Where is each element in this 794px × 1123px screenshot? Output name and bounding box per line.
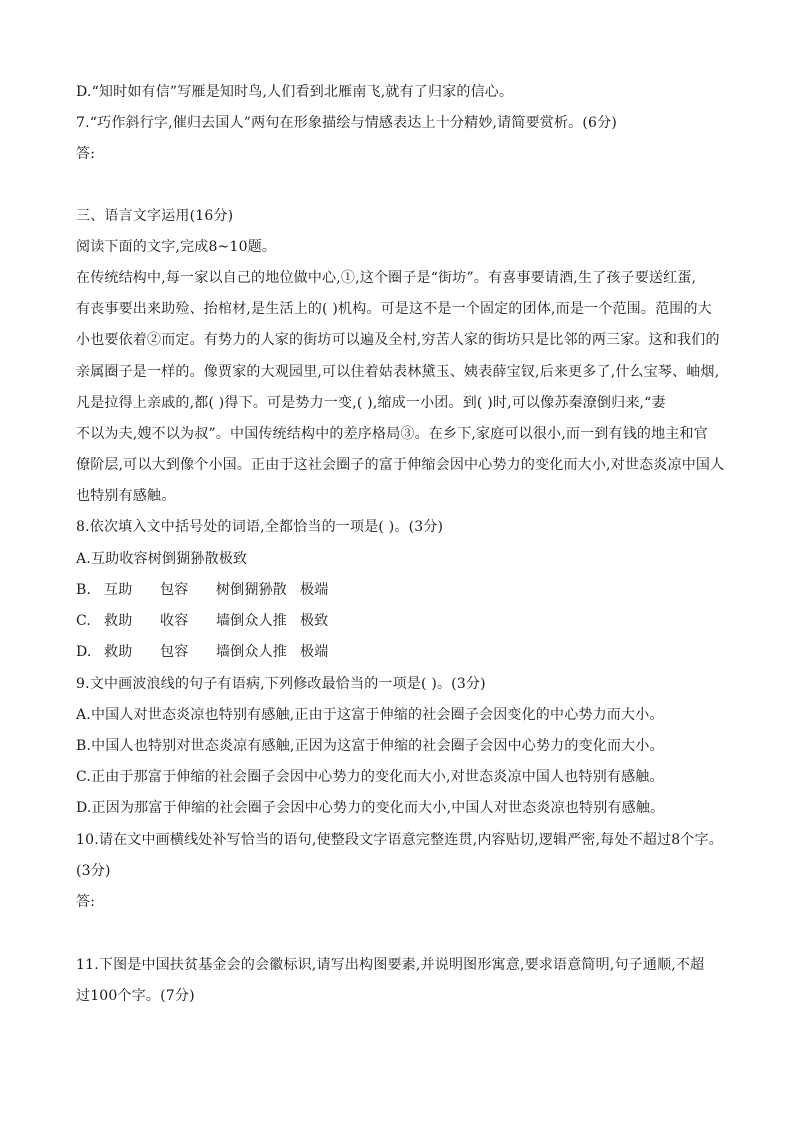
option-word: 救助 [104,644,133,660]
q10-question: 10.请在文中画横线处补写恰当的语句,使整段文字语意完整连贯,内容贴切,逻辑严密,每处不超过8个字。 [76,832,723,848]
q10-question-points: (3分) [76,863,111,879]
q7-question: 7.“巧作斜行字,催归去国人”两句在形象描绘与情感表达上十分精妙,请简要赏析。(6分) [76,115,618,131]
q11-question-cont: 过100个字。(7分) [76,988,195,1004]
option-word: 极致 [300,613,329,629]
q8-option-b [76,580,328,600]
passage-line: 不以为夫,嫂不以为叔”。中国传统结构中的差序格局③。在乡下,家庭可以很小,而一到有钱的地主和官 [76,426,708,442]
option-label: D. [76,644,92,660]
q8-option-d [76,642,328,662]
section-3-heading: 三、语言文字运用(16分) [76,208,234,224]
option-word: 墙倒众人推 [216,644,287,660]
passage-line: 在传统结构中,每一家以自己的地位做中心,①,这个圈子是“街坊”。有喜事要请酒,生了孩子要送红蛋, [76,270,697,286]
option-word: 包容 [160,582,189,598]
option-word: 树倒猢狲散 [216,582,287,598]
passage-line: 有丧事要出来助殓、抬棺材,是生活上的( )机构。可是这不是一个固定的团体,而是一个范围。范围的大 [76,301,712,317]
q9-question: 9.文中画波浪线的句子有语病,下列修改最恰当的一项是( )。(3分) [76,676,486,692]
option-word: 救助 [104,613,133,629]
option-word: 极端 [300,644,329,660]
option-label: B. [76,582,92,598]
passage-line: 也特别有感触。 [76,488,176,504]
q9-option-d: D.正因为那富于伸缩的社会圈子会因中心势力的变化而大小,中国人对世态炎凉也特别有感触。 [76,800,665,816]
q10-answer-label: 答: [76,894,96,910]
option-label: A. [76,551,91,567]
q6-option-d: D.“知时如有信”写雁是知时鸟,人们看到北雁南飞,就有了归家的信心。 [76,84,514,100]
q8-option-c [76,611,328,631]
passage-line: 凡是拉得上亲戚的,都( )得下。可是势力一变,( ),缩成一小团。到( )时,可以像苏秦潦倒归来,“妻 [76,395,666,411]
q8-option-a [76,549,247,569]
option-word: 收容 [160,613,189,629]
section-3-instruction: 阅读下面的文字,完成8~10题。 [76,239,277,255]
option-word: 墙倒众人推 [216,613,287,629]
option-label: C. [76,613,92,629]
q7-answer-label: 答: [76,146,96,162]
q9-option-c: C.正由于那富于伸缩的社会圈子会因中心势力的变化而大小,对世态炎凉中国人也特别有感触。 [76,769,664,785]
passage-line: 僚阶层,可以大到像个小国。正由于这社会圈子的富于伸缩会因中心势力的变化而大小,对世态炎凉中国人 [76,457,725,473]
passage-line: 亲属圈子是一样的。像贾家的大观园里,可以住着姑表林黛玉、姨表薛宝钗,后来更多了,什么宝琴、岫烟, [76,364,720,380]
q11-question: 11.下图是中国扶贫基金会的会徽标识,请写出构图要素,并说明图形寓意,要求语意简明,句子通顺,不超 [76,957,705,973]
option-word: 树倒猢狲散 [147,551,219,567]
option-word: 互助 [90,551,120,567]
q8-question: 8.依次填入文中括号处的词语,全都恰当的一项是( )。(3分) [76,519,444,535]
option-word: 收容 [119,551,148,567]
option-word: 互助 [104,582,133,598]
q9-option-a: A.中国人对世态炎凉也特别有感触,正由于这富于伸缩的社会圈子会因变化的中心势力而大小。 [76,707,664,723]
option-word: 极端 [300,582,329,598]
q9-option-b: B.中国人也特别对世态炎凉有感触,正因为这富于伸缩的社会圈子会因中心势力的变化而大小。 [76,738,664,754]
option-word: 包容 [160,644,189,660]
option-word: 极致 [218,551,248,567]
passage-line: 小也要依着②而定。有势力的人家的街坊可以遍及全村,穷苦人家的街坊只是比邻的两三家。这和我们的 [76,332,720,348]
